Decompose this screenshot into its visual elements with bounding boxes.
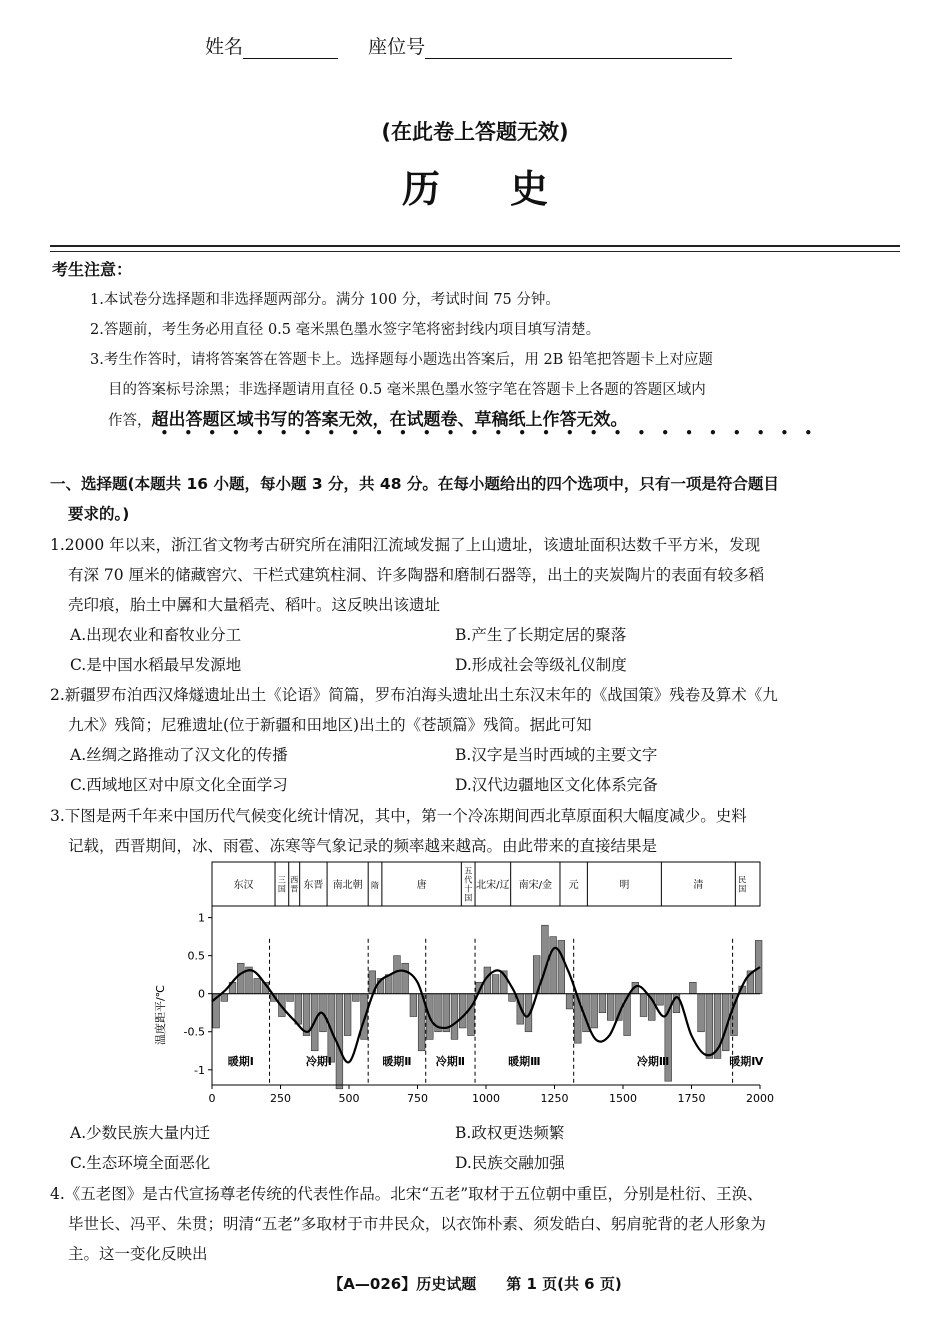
- bar: [607, 994, 614, 1021]
- question-text: 2.新疆罗布泊西汉烽燧遗址出土《论语》简篇，罗布泊海头遗址出土东汉末年的《战国策》残卷及算术《九: [50, 686, 778, 704]
- bar: [303, 994, 310, 1036]
- option-a[interactable]: A.少数民族大量内迁: [70, 1124, 211, 1142]
- bar: [295, 994, 302, 1024]
- bar: [558, 940, 565, 993]
- dynasty-label: 明: [619, 880, 630, 891]
- section-heading: 要求的。): [68, 505, 130, 523]
- x-tick-label: 500: [338, 1092, 360, 1105]
- option-b[interactable]: B.产生了长期定居的聚落: [455, 626, 627, 644]
- candidate-info-line: [205, 32, 732, 59]
- bar: [657, 994, 664, 1005]
- x-tick-label: 1250: [540, 1092, 569, 1105]
- instructions-heading: 考生注意：: [52, 260, 133, 279]
- x-tick-label: 250: [270, 1092, 291, 1105]
- bar: [237, 963, 244, 993]
- question-text: 九术》残简；尼雅遗址(位于新疆和田地区)出土的《苍颉篇》残简。据此可知: [68, 716, 592, 734]
- bar: [690, 982, 697, 993]
- bar: [640, 994, 647, 1017]
- dynasty-band: [212, 862, 760, 906]
- question-text: 记载，西晋期间，冰、雨雹、冻寒等气象记录的频率越来越高。由此带来的直接结果是: [68, 837, 658, 855]
- question-text: 主。这一变化反映出: [68, 1245, 208, 1263]
- instruction-emphasis: 超出答题区域书写的答案无效，在试题卷、草稿纸上作答无效。: [151, 410, 628, 430]
- bar: [394, 956, 401, 994]
- x-tick-label: 1000: [472, 1092, 500, 1105]
- instruction-item: 目的答案标号涂黑；非选择题请用直径 0.5 毫米黑色墨水签字笔在答题卡上各题的答题区域内: [108, 382, 706, 398]
- dynasty-label: 西晋: [290, 875, 299, 894]
- bar: [221, 994, 228, 1002]
- bar: [706, 994, 713, 1059]
- dynasty-label: 南北朝: [332, 880, 363, 891]
- bar: [451, 994, 458, 1040]
- y-tick-label: -0.5: [183, 1025, 205, 1039]
- dynasty-label: 唐: [416, 880, 427, 891]
- x-tick-label: 0: [208, 1092, 216, 1105]
- x-tick-label: 1750: [677, 1092, 706, 1105]
- option-d[interactable]: D.民族交融加强: [455, 1154, 565, 1172]
- divider: [50, 251, 900, 252]
- y-tick-label: 0: [198, 987, 205, 1001]
- option-c[interactable]: C.生态环境全面恶化: [70, 1154, 211, 1172]
- dynasty-label: 南宋/金: [518, 880, 553, 891]
- emphasis-dots: ••••••••••••••••••••••••••••: [160, 424, 828, 442]
- period-label: 暖期Ⅰ: [227, 1055, 254, 1068]
- seat-label: 座位号: [368, 36, 426, 58]
- y-tick-label: -1: [194, 1063, 205, 1077]
- section-heading: 一、选择题(本题共 16 小题，每小题 3 分，共 48 分。在每小题给出的四个选项中，只有一项是符合题目: [50, 475, 779, 493]
- divider: [50, 245, 900, 247]
- name-blank[interactable]: [243, 38, 338, 59]
- bar: [566, 994, 573, 1009]
- option-c[interactable]: C.西域地区对中原文化全面学习: [70, 776, 288, 794]
- question-text: 壳印痕，胎土中羼和大量稻壳、稻叶。这反映出该遗址: [68, 596, 441, 614]
- bar: [402, 963, 409, 993]
- seat-blank[interactable]: [425, 38, 732, 59]
- question-text: 1.2000 年以来，浙江省文物考古研究所在浦阳江流域发掘了上山遗址，该遗址面积达数千平方米，发现: [50, 536, 761, 554]
- x-tick-label: 2000: [746, 1092, 774, 1105]
- option-b[interactable]: B.汉字是当时西域的主要文字: [455, 746, 658, 764]
- bar: [509, 994, 516, 1002]
- name-label: 姓名: [205, 36, 244, 58]
- bar: [254, 978, 261, 993]
- bar: [287, 994, 294, 1002]
- option-d[interactable]: D.汉代边疆地区文化体系完备: [455, 776, 658, 794]
- question-text: 3.下图是两千年来中国历代气候变化统计情况，其中，第一个冷冻期间西北草原面积大幅度减少。史料: [50, 807, 747, 825]
- y-axis-label: 温度距平/℃: [154, 984, 167, 1046]
- y-tick-label: 0.5: [187, 949, 205, 963]
- instruction-item: 2.答题前，考生务必用直径 0.5 毫米黑色墨水签字笔将密封线内项目填写清楚。: [90, 322, 601, 338]
- bar: [492, 975, 499, 994]
- option-c[interactable]: C.是中国水稻最早发源地: [70, 656, 242, 674]
- y-tick-label: 1: [198, 911, 205, 925]
- x-tick-label: 750: [407, 1092, 428, 1105]
- bar: [591, 994, 598, 1028]
- bar: [698, 994, 705, 1032]
- dynasty-label: 元: [568, 880, 579, 891]
- question-text: 4.《五老图》是古代宣扬尊老传统的代表性作品。北宋“五老”取材于五位朝中重臣，分别是杜衍、王涣、: [50, 1185, 763, 1203]
- instruction-prefix: 作答，: [108, 413, 152, 429]
- dynasty-label: 五代十国: [464, 866, 473, 903]
- dynasty-label: 北宋/辽: [476, 880, 510, 891]
- bar: [352, 994, 359, 1002]
- bar: [542, 925, 549, 993]
- bar-series: [213, 925, 762, 1089]
- period-label: 暖期Ⅱ: [382, 1055, 412, 1068]
- option-a[interactable]: A.丝绸之路推动了汉文化的传播: [70, 746, 288, 764]
- instruction-item: 3.考生作答时，请将答案答在答题卡上。选择题每小题选出答案后，用 2B 铅笔把答题卡上对应题: [90, 352, 713, 368]
- option-a[interactable]: A.出现农业和畜牧业分工: [70, 626, 242, 644]
- option-b[interactable]: B.政权更迭频繁: [455, 1124, 565, 1142]
- bar: [599, 994, 606, 1013]
- bar: [468, 994, 475, 1036]
- bar: [550, 937, 557, 994]
- dynasty-label: 民国: [738, 875, 747, 894]
- dynasty-label: 隋: [371, 881, 380, 890]
- period-label: 暖期Ⅳ: [729, 1055, 764, 1068]
- period-label: 冷期Ⅰ: [305, 1055, 332, 1068]
- question-text: 有深 70 厘米的储藏窖穴、干栏式建筑柱洞、许多陶器和磨制石器等，出土的夹炭陶片的表面有较多稻: [68, 566, 765, 584]
- page-title: 历史: [401, 166, 618, 211]
- dynasty-label: 东晋: [303, 880, 324, 891]
- bar: [410, 994, 417, 1017]
- option-d[interactable]: D.形成社会等级礼仪制度: [455, 656, 627, 674]
- x-tick-label: 1500: [609, 1092, 637, 1105]
- dynasty-label: 三国: [277, 875, 286, 894]
- dynasty-label: 清: [693, 880, 704, 891]
- page-footer: 【A—026】历史试题 第 1 页(共 6 页): [328, 1275, 622, 1293]
- axes: [184, 906, 774, 1105]
- period-label: 冷期Ⅱ: [435, 1055, 466, 1068]
- question-text: 毕世长、冯平、朱贯；明清“五老”多取材于市井民众，以衣饰朴素、须发皓白、躬肩驼背的老人形象为: [68, 1215, 766, 1233]
- period-label: 冷期Ⅲ: [636, 1055, 670, 1068]
- bar: [459, 994, 466, 1028]
- dynasty-label: 东汉: [233, 880, 254, 891]
- notice: (在此卷上答题无效): [381, 120, 569, 144]
- period-label: 暖期Ⅲ: [508, 1055, 541, 1068]
- climate-chart: [150, 860, 790, 1120]
- bar: [344, 994, 351, 1036]
- instruction-item: 1.本试卷分选择题和非选择题两部分。满分 100 分，考试时间 75 分钟。: [90, 292, 560, 308]
